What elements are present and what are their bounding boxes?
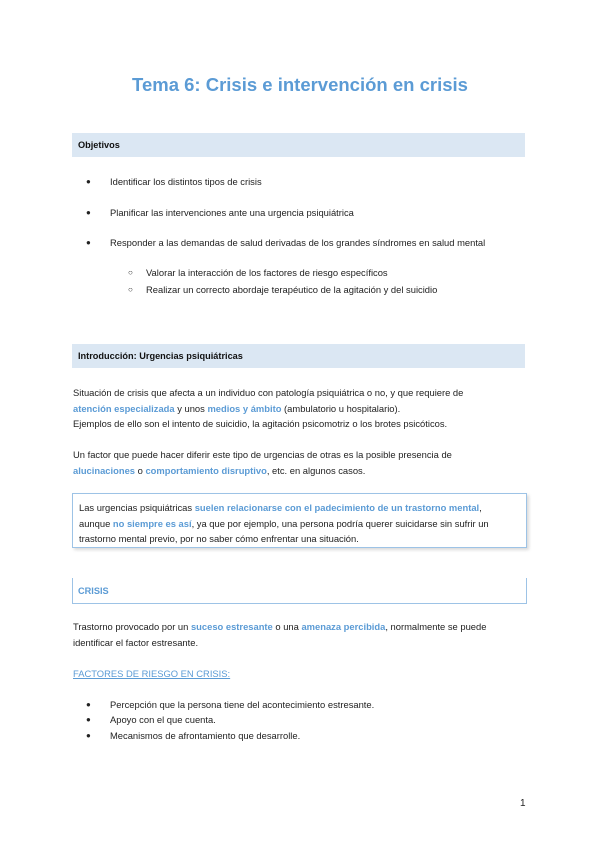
highlight-text: alucinaciones	[73, 464, 136, 476]
objective-item: Identificar los distintos tipos de crisis	[110, 176, 262, 187]
text-line: Un factor que puede hacer diferir este tipo de urgencias de otras es la posible presencia de	[73, 449, 452, 460]
bullet-icon: ●	[86, 177, 91, 186]
bullet-icon: ●	[86, 238, 91, 247]
highlight-text: atención especializada	[73, 402, 175, 414]
text-line: trastorno mental previo, por no saber cómo enfrentar una situación.	[79, 533, 359, 544]
bullet-icon: ●	[86, 731, 91, 740]
text-run: , etc. en algunos casos.	[266, 464, 366, 476]
intro-paragraph-1	[73, 385, 533, 432]
sub-bullet-icon: ○	[128, 285, 133, 294]
note-box	[72, 493, 527, 548]
text-line	[73, 463, 533, 479]
section-title: CRISIS	[78, 585, 109, 596]
risk-factor-item: Percepción que la persona tiene del acontecimiento estresante.	[110, 699, 375, 710]
intro-paragraph-2	[73, 447, 533, 478]
risk-factor-item: Mecanismos de afrontamiento que desarrolle.	[110, 730, 301, 741]
highlight-text: amenaza percibida	[301, 621, 386, 632]
text-line	[79, 500, 520, 516]
text-line: Ejemplos de ello son el intento de suicidio, la agitación psicomotriz o los brotes psicóticos.	[73, 418, 448, 429]
text-run: Trastorno provocado por un	[73, 621, 191, 632]
highlight-text: suceso estresante	[190, 621, 273, 632]
page-title: Tema 6: Crisis e intervención en crisis	[132, 74, 468, 95]
highlight-text: comportamiento disruptivo	[145, 464, 267, 476]
bullet-icon: ●	[86, 700, 91, 709]
highlight-text: no siempre es así	[112, 517, 192, 529]
text-run: y unos	[174, 402, 208, 414]
text-run: o	[135, 464, 146, 476]
text-run: (ambulatorio u hospitalario).	[281, 402, 401, 414]
text-line	[73, 619, 533, 635]
objective-subitem: Valorar la interacción de los factores de riesgo específicos	[146, 267, 388, 278]
text-run: , ya que por ejemplo, una persona podría querer suicidarse sin sufrir un	[191, 517, 489, 529]
sub-bullet-icon: ○	[128, 268, 133, 277]
highlight-text: suelen relacionarse con el padecimiento de un trastorno mental	[194, 502, 480, 513]
risk-factor-item: Apoyo con el que cuenta.	[110, 714, 216, 725]
objective-subitem: Realizar un correcto abordaje terapéutico de la agitación y del suicidio	[146, 284, 438, 295]
highlight-text: medios y ámbito	[207, 402, 282, 414]
text-line: identificar el factor estresante.	[73, 636, 199, 648]
objective-item: Responder a las demandas de salud derivadas de los grandes síndromes en salud mental	[110, 237, 486, 248]
section-title: Introducción: Urgencias psiquiátricas	[78, 351, 243, 361]
text-line: Situación de crisis que afecta a un individuo con patología psiquiátrica o no, y que requiere de	[73, 387, 464, 398]
bullet-icon: ●	[86, 208, 91, 217]
text-line	[79, 516, 520, 532]
subheading-factores-riesgo: FACTORES DE RIESGO EN CRISIS:	[73, 668, 231, 679]
page-number: 1	[520, 798, 526, 809]
text-run: , normalmente se puede	[385, 621, 487, 632]
text-run: o una	[272, 621, 302, 632]
crisis-paragraph	[73, 619, 533, 650]
text-run: aunque	[79, 517, 113, 529]
text-run: ,	[479, 502, 482, 513]
section-header-objetivos	[72, 133, 525, 157]
bullet-icon: ●	[86, 715, 91, 724]
section-title: Objetivos	[78, 140, 120, 150]
section-header-introduccion	[72, 344, 525, 368]
text-line	[73, 401, 533, 417]
section-header-crisis	[72, 578, 527, 604]
text-run: Las urgencias psiquiátricas	[79, 502, 195, 513]
objective-item: Planificar las intervenciones ante una urgencia psiquiátrica	[110, 207, 354, 218]
